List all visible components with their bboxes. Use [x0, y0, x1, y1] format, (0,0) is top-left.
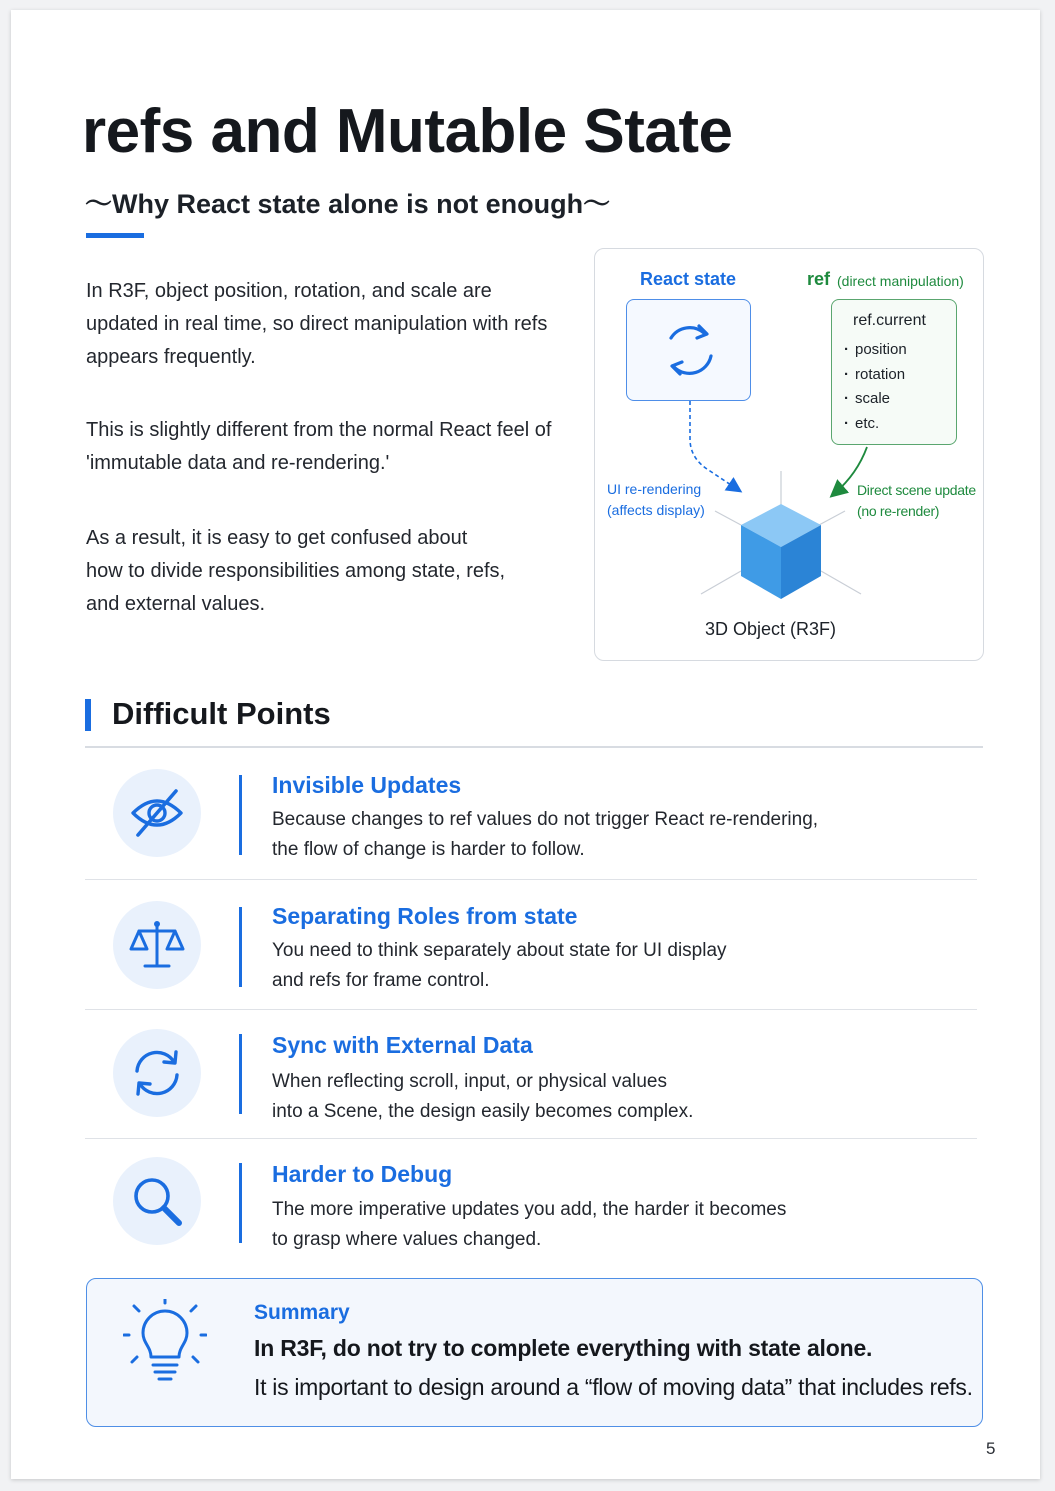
ui-rerender-arrow [690, 401, 737, 489]
point-description-line: Because changes to ref values do not trigger React re-rendering, [272, 809, 819, 830]
summary-main-line: In R3F, do not try to complete everything with state alone. [254, 1335, 873, 1361]
eye-slash-icon [127, 783, 187, 843]
section-divider [85, 746, 983, 748]
point-accent-bar [239, 1163, 242, 1243]
point-description-line: into a Scene, the design easily becomes complex. [272, 1100, 694, 1122]
difficult-point-item [85, 881, 977, 1010]
point-icon-badge [113, 901, 201, 989]
point-title: Harder to Debug [272, 1161, 453, 1187]
scene-update-note-line: Direct scene update [857, 482, 976, 498]
point-description [272, 805, 952, 864]
summary-detail-line: It is important to design around a “flow of moving data” that includes refs. [254, 1374, 973, 1400]
ref-current-label: ref.current [853, 312, 926, 329]
object-label: 3D Object (R3F) [705, 619, 837, 639]
point-description-line: and refs for frame control. [272, 969, 490, 991]
page-subtitle: 〜Why React state alone is not enough〜 [85, 189, 611, 219]
magnifier-icon [127, 1171, 187, 1231]
summary-label: Summary [254, 1301, 350, 1324]
difficult-point-item [85, 1010, 977, 1139]
point-description [272, 936, 952, 995]
point-icon-badge [113, 1029, 201, 1117]
ref-current-box [831, 299, 957, 445]
point-description-line: You need to think separately about state for UI display [272, 940, 727, 961]
ref-item-list [844, 338, 907, 437]
page-title: refs and Mutable State [82, 97, 733, 166]
sync-icon [127, 1043, 187, 1103]
section-accent-bar [85, 699, 91, 731]
ref-item: · position [844, 338, 907, 363]
point-description-line: to grasp where values changed. [272, 1228, 542, 1250]
react-state-box [626, 299, 751, 401]
point-description [272, 1195, 952, 1254]
ref-item: · rotation [844, 363, 907, 388]
react-state-label: React state [640, 269, 737, 289]
point-accent-bar [239, 907, 242, 987]
ref-item: · scale [844, 387, 907, 412]
point-title: Separating Roles from state [272, 903, 578, 929]
point-icon-badge [113, 1157, 201, 1245]
state-ref-diagram [594, 248, 984, 661]
ui-rerender-note [607, 479, 705, 521]
ref-sublabel: (direct manipulation) [837, 273, 964, 289]
summary-box [86, 1278, 983, 1427]
scene-update-note [857, 480, 976, 522]
intro-paragraph: In R3F, object position, rotation, and scale are updated in real time, so direct manipulation with refs appears frequently. [86, 280, 548, 368]
point-description-line: When reflecting scroll, input, or physical values [272, 1071, 667, 1092]
sync-icon [627, 300, 750, 400]
point-description-line: The more imperative updates you add, the harder it becomes [272, 1199, 787, 1220]
difficult-point-item [85, 751, 977, 880]
page-number: 5 [986, 1439, 996, 1458]
title-underline [86, 233, 144, 238]
point-title: Sync with External Data [272, 1032, 533, 1058]
point-icon-badge [113, 769, 201, 857]
difficult-point-item [85, 1139, 977, 1259]
ui-rerender-note-line: UI re-rendering [607, 481, 702, 497]
cube-icon [741, 504, 821, 599]
balance-scale-icon [127, 915, 187, 975]
section-title: Difficult Points [112, 696, 331, 731]
point-accent-bar [239, 775, 242, 855]
point-divider [85, 879, 977, 881]
ui-rerender-note-line: (affects display) [607, 502, 705, 518]
ref-item: · etc. [844, 412, 907, 437]
scene-update-note-line: (no re-render) [857, 503, 940, 519]
document-page [11, 10, 1040, 1479]
point-accent-bar [239, 1034, 242, 1114]
intro-paragraph: This is slightly different from the normal React feel of 'immutable data and re-rendering.' [86, 419, 552, 474]
ref-label: ref [807, 269, 831, 289]
point-description-line: the flow of change is harder to follow. [272, 838, 585, 860]
point-title: Invisible Updates [272, 772, 462, 798]
lightbulb-icon [123, 1299, 207, 1389]
point-description [272, 1067, 952, 1126]
intro-paragraph: As a result, it is easy to get confused about how to divide responsibilities among state, refs, and external values. [86, 527, 506, 615]
